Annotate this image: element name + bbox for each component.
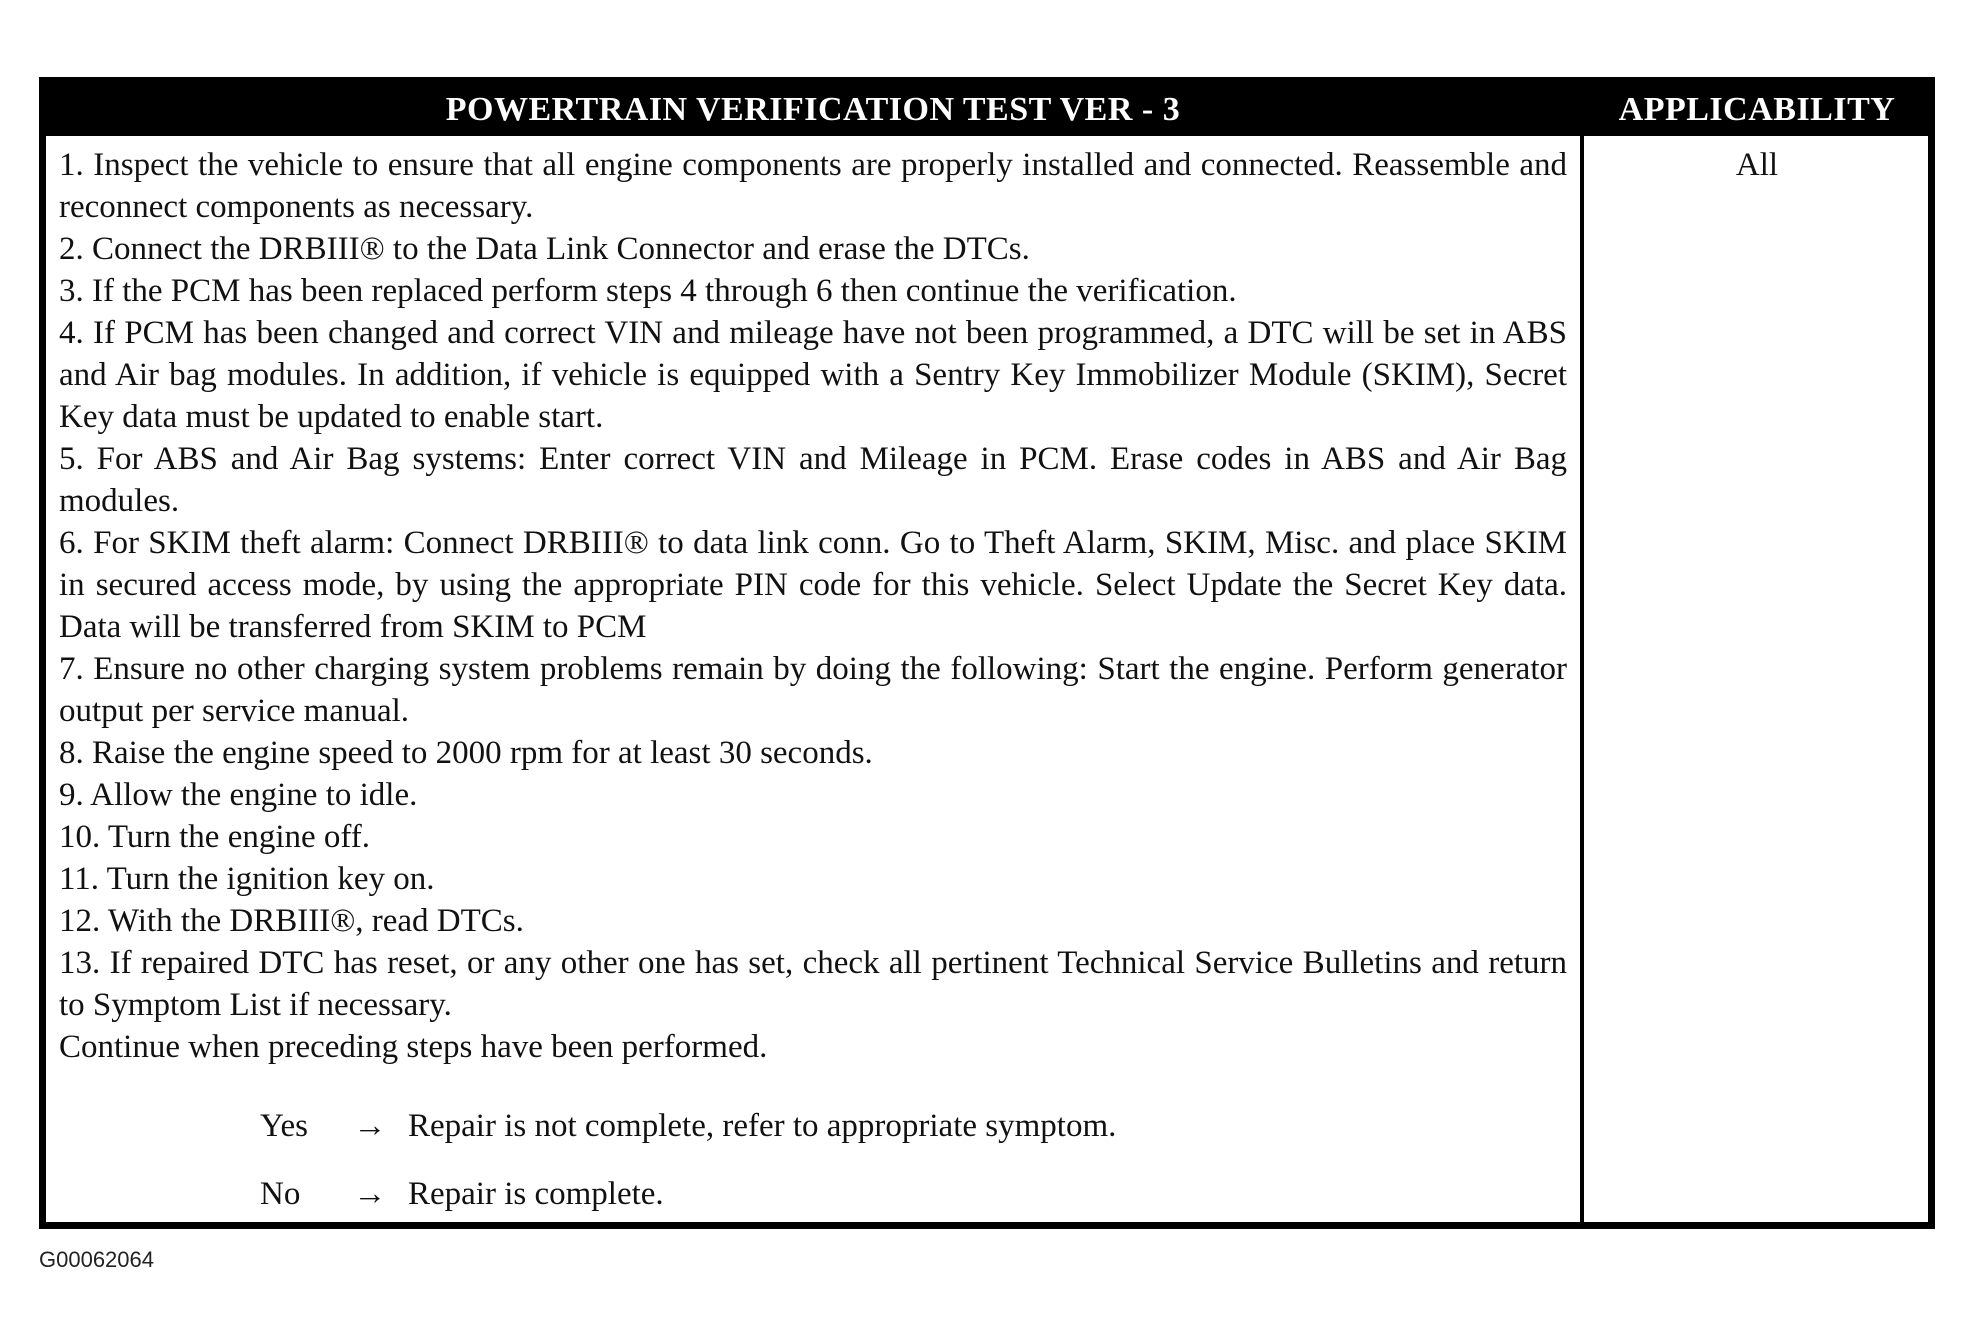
column-divider: [1580, 136, 1584, 1222]
answer-yes-text: Repair is not complete, refer to appropriate symptom.: [408, 1108, 1117, 1144]
answer-no-label: No: [260, 1176, 301, 1212]
step-11: 11. Turn the ignition key on.: [59, 861, 435, 897]
right-arrow-icon: →: [353, 1176, 387, 1212]
step-5: 5. For ABS and Air Bag systems: Enter correct VIN and Mileage in PCM. Erase codes in ABS and Air Bag modules.: [59, 441, 1567, 519]
answer-yes: [59, 1092, 1567, 1160]
right-arrow-icon: →: [353, 1108, 387, 1144]
step-1: 1. Inspect the vehicle to ensure that all engine components are properly installed and connected. Reassemble and reconnect components as necessary.: [59, 147, 1567, 225]
step-6: 6. For SKIM theft alarm: Connect DRBIII® to data link conn. Go to Theft Alarm, SKIM, Misc. and place SKIM in secured access mode, by using the appropriate PIN code for this vehicle. Select Update the Secret Key data. Data will be transferred from SKIM to PCM: [59, 525, 1567, 645]
steps-cell: [59, 136, 1567, 1228]
step-7: 7. Ensure no other charging system problems remain by doing the following: Start the engine. Perform generator output per service manual.: [59, 651, 1567, 729]
step-8: 8. Raise the engine speed to 2000 rpm for at least 30 seconds.: [59, 735, 873, 771]
step-3: 3. If the PCM has been replaced perform steps 4 through 6 then continue the verification.: [59, 273, 1237, 309]
step-10: 10. Turn the engine off.: [59, 819, 371, 855]
step-12: 12. With the DRBIII®, read DTCs.: [59, 903, 524, 939]
answer-block: [59, 1092, 1567, 1228]
step-9: 9. Allow the engine to idle.: [59, 777, 418, 813]
figure-id: G00062064: [39, 1247, 154, 1272]
verification-test-table: [39, 77, 1935, 1229]
table-header-row: [46, 84, 1928, 136]
answer-no-text: Repair is complete.: [408, 1176, 664, 1212]
continue-instruction: Continue when preceding steps have been performed.: [59, 1029, 768, 1065]
applicability-header: APPLICABILITY: [1618, 91, 1896, 128]
step-13: 13. If repaired DTC has reset, or any other one has set, check all pertinent Technical Service Bulletins and return to Symptom List if necessary.: [59, 945, 1567, 1023]
answer-no: [59, 1160, 1567, 1228]
test-title: POWERTRAIN VERIFICATION TEST VER - 3: [445, 91, 1181, 128]
answer-yes-label: Yes: [260, 1108, 309, 1144]
step-2: 2. Connect the DRBIII® to the Data Link Connector and erase the DTCs.: [59, 231, 1030, 267]
applicability-value: All: [1735, 147, 1779, 183]
step-4: 4. If PCM has been changed and correct VIN and mileage have not been programmed, a DTC will be set in ABS and Air bag modules. In addition, if vehicle is equipped with a Sentry Key Immobilizer Module (SKIM), Secret Key data must be updated to enable start.: [59, 315, 1567, 435]
